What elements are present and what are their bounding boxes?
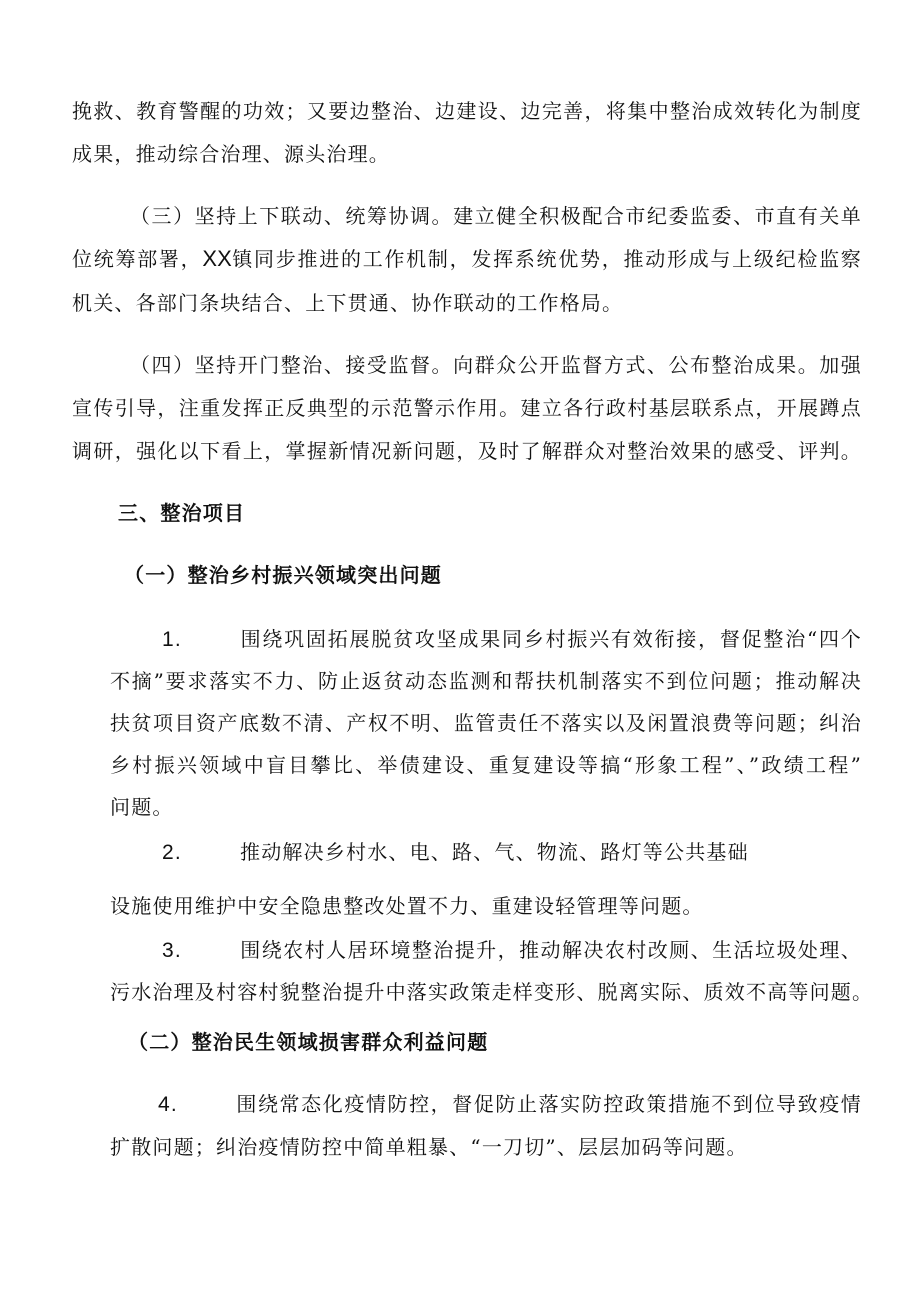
text-line: 挽救、教育警醒的功效；又要边整治、边建设、边完善，将集中整治成效转化为制度: [72, 99, 862, 123]
text-line: [72, 245, 862, 273]
text-line: （四）坚持开门整治、接受监督。向群众公开监督方式、公布整治成果。加强: [130, 353, 862, 377]
placeholder-xx: XX: [202, 246, 232, 271]
list-item-line: [162, 838, 749, 867]
item-number: 1.: [162, 628, 182, 651]
text-segment: 推动解决乡村水、电、路、气、物流、路灯等公共基础: [240, 840, 749, 864]
text-segment: 位统筹部署，: [72, 247, 203, 271]
sub-heading: （二）整治民生领域损害群众利益问题: [128, 1030, 489, 1054]
item-number: 3.: [162, 939, 182, 962]
text-segment: 围绕巩固拓展脱贫攻坚成果同乡村振兴有效衔接，督促整治“四个: [240, 627, 862, 651]
text-line: 乡村振兴领域中盲目攀比、举债建设、重复建设等搞“形象工程”、”政绩工程”: [110, 753, 862, 777]
text-line: 问题。: [110, 795, 174, 819]
sub-heading: （一）整治乡村振兴领域突出问题: [124, 563, 442, 587]
item-number: 4.: [158, 1093, 178, 1116]
text-segment: 围绕农村人居环境整治提升，推动解决农村改厕、生活垃圾处理、: [240, 938, 862, 962]
list-item-line: [158, 1090, 862, 1119]
item-number: 2.: [162, 841, 182, 864]
text-line: 调研，强化以下看上，掌握新情况新问题，及时了解群众对整治效果的感受、评判。: [72, 439, 862, 463]
text-line: （三）坚持上下联动、统筹协调。建立健全积极配合市纪委监委、市直有关单: [130, 204, 862, 228]
section-heading: 三、整治项目: [118, 501, 246, 525]
text-segment: 围绕常态化疫情防控，督促防止落实防控政策措施不到位导致疫情: [236, 1092, 862, 1116]
text-segment: 镇同步推进的工作机制，发挥系统优势，推动形成与上级纪检监察: [231, 247, 862, 271]
text-line: 污水治理及村容村貌整治提升中落实政策走样变形、脱离实际、质效不高等问题。: [110, 980, 874, 1004]
text-line: 成果，推动综合治理、源头治理。: [72, 142, 390, 166]
text-line: 设施使用维护中安全隐患整改处置不力、重建设轻管理等问题。: [110, 894, 704, 918]
text-line: 扶贫项目资产底数不清、产权不明、监管责任不落实以及闲置浪费等问题；纠治: [110, 711, 862, 735]
text-line: 扩散问题；纠治疫情防控中简单粗暴、“一刀切”、层层加码等问题。: [110, 1135, 748, 1159]
text-line: 宣传引导，注重发挥正反典型的示范警示作用。建立各行政村基层联系点，开展蹲点: [72, 396, 862, 420]
text-line: 机关、各部门条块结合、上下贯通、协作联动的工作格局。: [72, 291, 624, 315]
list-item-line: [162, 936, 862, 965]
text-line: 不摘”要求落实不力、防止返贫动态监测和帮扶机制落实不到位问题；推动解决: [110, 669, 862, 693]
list-item-line: [162, 625, 862, 654]
